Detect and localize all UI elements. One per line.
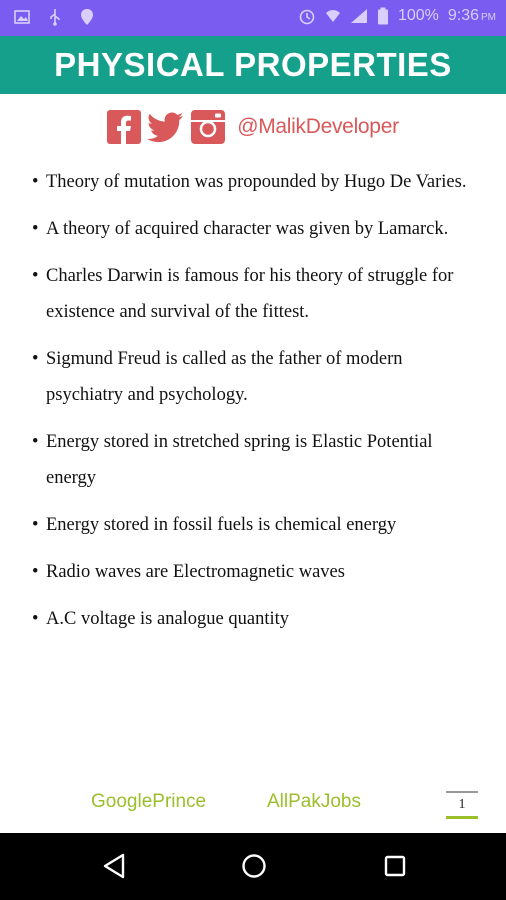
twitter-icon[interactable] (147, 110, 185, 144)
fact-list (32, 164, 482, 648)
fact-text: Charles Darwin is famous for his theory of struggle for existence and survival of the fittest. (46, 266, 454, 322)
list-item (32, 507, 482, 543)
wifi-icon (325, 8, 341, 24)
clock-suffix: PM (481, 12, 496, 23)
home-button[interactable] (239, 851, 269, 881)
instagram-icon[interactable] (191, 110, 225, 144)
navigation-bar (0, 833, 506, 900)
footer (0, 785, 506, 825)
allpakjobs-link[interactable]: AllPakJobs (267, 791, 361, 812)
fact-text: Theory of mutation was propounded by Hugo De Varies. (46, 172, 467, 192)
bullet: • (32, 562, 39, 582)
bullet: • (32, 349, 39, 369)
title-bar (0, 36, 506, 94)
fact-text: Radio waves are Electromagnetic waves (46, 562, 345, 582)
list-item (32, 211, 482, 247)
fact-text: A.C voltage is analogue quantity (46, 609, 290, 629)
list-item (32, 164, 482, 200)
bullet: • (32, 609, 39, 629)
fact-text: Energy stored in stretched spring is Elastic Potential energy (46, 432, 433, 488)
googleprince-link[interactable]: GooglePrince (91, 791, 207, 812)
recents-icon (383, 854, 407, 878)
list-item (32, 341, 482, 413)
bullet: • (32, 515, 39, 535)
clock-time: 9:36 (447, 7, 479, 24)
developer-handle[interactable]: @MalikDeveloper (237, 115, 399, 138)
fact-text: A theory of acquired character was given by Lamarck. (46, 219, 449, 239)
usb-icon (48, 8, 62, 26)
signal-icon (350, 8, 368, 24)
bullet: • (32, 266, 39, 286)
recents-button[interactable] (380, 851, 410, 881)
location-icon (80, 8, 94, 26)
battery-icon (377, 7, 389, 25)
list-item (32, 554, 482, 590)
clock (448, 7, 496, 25)
list-item (32, 258, 482, 330)
back-icon (102, 853, 126, 879)
back-button[interactable] (99, 851, 129, 881)
bullet: • (32, 432, 39, 452)
page-number: 1 (446, 791, 478, 819)
social-links (0, 110, 506, 144)
list-item (32, 424, 482, 496)
notification-icons (14, 8, 94, 26)
alarm-icon (298, 7, 316, 25)
home-icon (241, 853, 267, 879)
page-title: PHYSICAL PROPERTIES (54, 46, 452, 83)
status-bar (0, 0, 506, 36)
bullet: • (32, 219, 39, 239)
image-notification-icon (14, 9, 30, 25)
fact-text: Energy stored in fossil fuels is chemical energy (46, 515, 397, 535)
battery-percent: 100% (397, 7, 439, 24)
bullet: • (32, 172, 39, 192)
fact-text: Sigmund Freud is called as the father of modern psychiatry and psychology. (46, 349, 403, 405)
facebook-icon[interactable] (107, 110, 141, 144)
system-icons (298, 7, 496, 25)
list-item (32, 601, 482, 637)
